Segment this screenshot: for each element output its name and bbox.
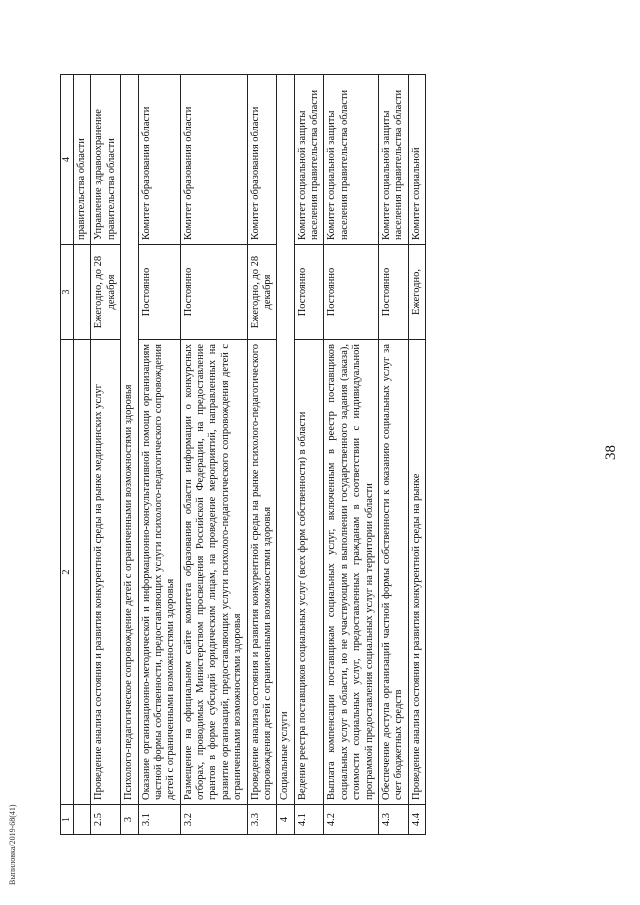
row-number: 3.2 <box>180 805 247 835</box>
deadline-cell: Ежегодно, до 28 декабря <box>247 245 277 340</box>
deadline-cell: Постоянно <box>138 245 180 340</box>
activity-text: Ведение реестра поставщиков социальных услуг (всех форм собственности) в области <box>294 340 324 805</box>
table-body <box>74 75 426 835</box>
row-number: 3 <box>121 805 138 835</box>
activity-text: Обеспечение доступа организаций частной формы собственности к оказанию социальных услуг за счет бюджетных средств <box>378 340 408 805</box>
executor-cell: Комитет социальной защиты населения правительства области <box>324 75 379 245</box>
header-col-2: 2 <box>61 340 74 805</box>
table-row <box>180 75 247 835</box>
deadline-cell: Постоянно <box>378 245 408 340</box>
table-row <box>91 75 121 835</box>
header-col-3: 3 <box>61 245 74 340</box>
section-title: Социальные услуги <box>277 75 294 805</box>
row-number: 4.3 <box>378 805 408 835</box>
executor-cell: Комитет социальной защиты населения правительства области <box>378 75 408 245</box>
row-number: 4.1 <box>294 805 324 835</box>
section-title: Психолого-педагогическое сопровождение детей с ограниченными возможностями здоровья <box>121 75 138 805</box>
table-row <box>378 75 408 835</box>
row-number: 2.5 <box>91 805 121 835</box>
executor-cell: Комитет образования области <box>138 75 180 245</box>
section-row <box>121 75 138 835</box>
row-number: 4 <box>277 805 294 835</box>
activity-text: Проведение анализа состояния и развития конкурентной среды на рынке медицинских услуг <box>91 340 121 805</box>
page-number: 38 <box>603 445 619 460</box>
plan-table <box>60 74 426 835</box>
row-number: 4.4 <box>408 805 425 835</box>
executor-cell: правительства области <box>74 75 91 245</box>
deadline-cell: Постоянно <box>294 245 324 340</box>
row-number: 3.1 <box>138 805 180 835</box>
deadline-cell: Ежегодно, <box>408 245 425 340</box>
executor-cell: Комитет образования области <box>180 75 247 245</box>
activity-text: Проведение анализа состояния и развития конкурентной среды на рынке <box>408 340 425 805</box>
deadline-cell: Постоянно <box>324 245 379 340</box>
row-number: 4.2 <box>324 805 379 835</box>
table-row <box>324 75 379 835</box>
table-row <box>408 75 425 835</box>
row-number: 3.3 <box>247 805 277 835</box>
activity-text: Проведение анализа состояния и развития конкурентной среды на рынке психолого-педагогического сопровождения детей с ограниченными возможностями здоровья <box>247 340 277 805</box>
deadline-cell: Ежегодно, до 28 декабря <box>91 245 121 340</box>
header-col-4: 4 <box>61 75 74 245</box>
table-row <box>294 75 324 835</box>
activity-text: Размещение на официальном сайте комитета образования области информации о конкурсных отборах, проводимых Министерством просвещения Российской Федерации, на предоставление грантов в форме субсидий юридическим лицам, на проведение мероприятий, направленных на развитие организаций, предоставляющих услуги психолого-педагогического сопровождения детей с ограниченными возможностями здоровья <box>180 340 247 805</box>
executor-cell: Управление здравоохранение правительства области <box>91 75 121 245</box>
executor-cell: Комитет социальной защиты населения правительства области <box>294 75 324 245</box>
header-col-1: 1 <box>61 805 74 835</box>
document-stamp: Выпиловка/2019-68(41) <box>8 804 17 885</box>
table-row <box>247 75 277 835</box>
section-row <box>277 75 294 835</box>
executor-cell: Комитет социальной <box>408 75 425 245</box>
activity-text: Выплата компенсации поставщикам социальных услуг, включенным в реестр поставщиков социальных услуг в области, но не участвующим в выполнении государственного задания (заказа), стоимости социальных услуг, предоставленных гражданам в соответствии с индивидуальной программой предоставления социальных услуг на территории области <box>324 340 379 805</box>
executor-cell: Комитет образования области <box>247 75 277 245</box>
table-row <box>138 75 180 835</box>
continuation-row <box>74 75 91 835</box>
activity-text: Оказание организационно-методической и информационно-консультативной помощи организациям частной формы собственности, предоставляющих услуги психолого-педагогического сопровождения детей с ограниченными возможностями здоровья <box>138 340 180 805</box>
deadline-cell: Постоянно <box>180 245 247 340</box>
table-header-row <box>61 75 74 835</box>
